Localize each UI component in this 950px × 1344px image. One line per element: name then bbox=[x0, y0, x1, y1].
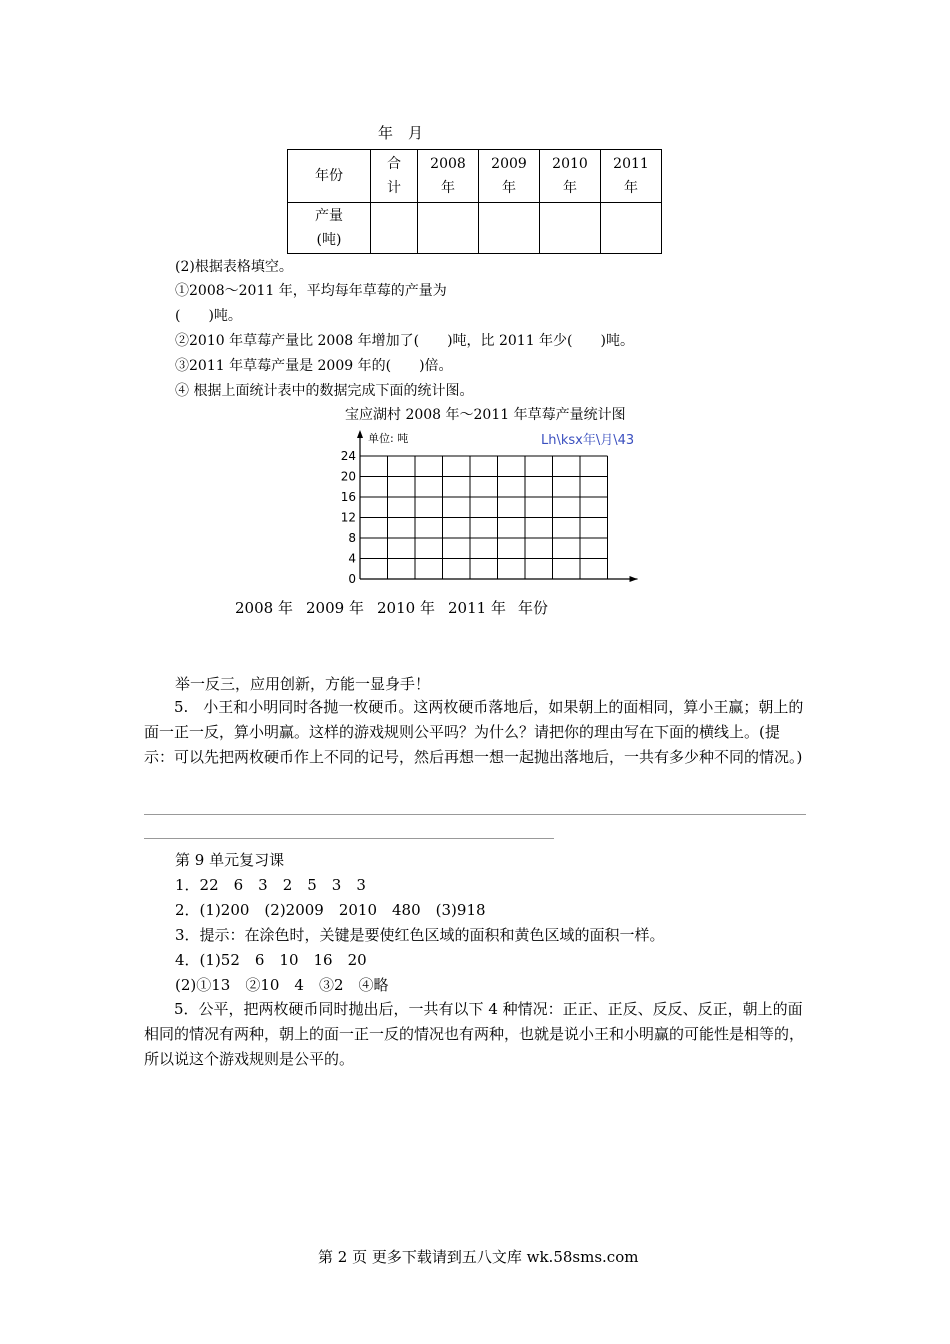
year-suffix: 年 bbox=[563, 180, 577, 196]
chart-watermark: Lh\ksx年\月\43 bbox=[541, 433, 635, 448]
y-tick-label: 0 bbox=[348, 572, 356, 586]
table-blank-cell[interactable] bbox=[371, 203, 418, 254]
y-tick-label: 4 bbox=[348, 551, 356, 566]
total-label-line2: 计 bbox=[387, 180, 401, 196]
x-category-label: 2011 年 bbox=[448, 599, 506, 617]
table-data-row bbox=[288, 203, 662, 254]
answer-1: 1．22 6 3 2 5 3 3 bbox=[175, 876, 366, 894]
y-tick-label: 12 bbox=[340, 510, 356, 525]
question-2-title: (2)根据表格填空。 bbox=[175, 259, 293, 275]
answer-4: 4．(1)52 6 10 16 20 bbox=[175, 951, 367, 969]
question-2-3: ③2011 年草莓产量是 2009 年的( )倍。 bbox=[175, 358, 453, 374]
x-category-label: 2010 年 bbox=[377, 599, 435, 617]
table-year-header bbox=[601, 150, 662, 203]
year-num: 2008 bbox=[430, 156, 466, 172]
answer-4b: (2)①13 ②10 4 ③2 ④略 bbox=[175, 976, 389, 994]
y-tick-label: 16 bbox=[340, 490, 356, 504]
x-axis-label: 年份 bbox=[518, 599, 549, 617]
table-total-header bbox=[371, 150, 418, 203]
row-label-line1: 产量 bbox=[315, 208, 343, 224]
year-suffix: 年 bbox=[502, 180, 516, 196]
answer-line[interactable] bbox=[144, 838, 554, 839]
year-num: 2010 bbox=[552, 156, 588, 172]
row-label-line2: (吨) bbox=[316, 232, 342, 248]
table-blank-cell[interactable] bbox=[540, 203, 601, 254]
year-suffix: 年 bbox=[441, 180, 455, 196]
table-blank-cell[interactable] bbox=[479, 203, 540, 254]
y-tick-label: 20 bbox=[340, 469, 356, 484]
answer-5-text: 5．公平，把两枚硬币同时抛出后，一共有以下 4 种情况：正正、正反、反反、反正，朝上的面相同的情况有两种，朝上的面一正一反的情况也有两种，也就是说小王和小明赢的可能性是相等的，所以说这个游戏规则是公平的。 bbox=[144, 1000, 805, 1068]
table-year-header bbox=[418, 150, 479, 203]
year-num: 2009 bbox=[491, 156, 527, 172]
total-label-line1: 合 bbox=[387, 156, 401, 172]
answer-2: 2．(1)200 (2)2009 2010 480 (3)918 bbox=[175, 901, 486, 919]
table-blank-cell[interactable] bbox=[418, 203, 479, 254]
question-2-1-blank: ( )吨。 bbox=[175, 308, 242, 324]
x-category-label: 2009 年 bbox=[306, 599, 364, 617]
question-2-1: ①2008～2011 年，平均每年草莓的产量为 bbox=[175, 283, 447, 299]
answer-5 bbox=[144, 997, 809, 1072]
question-2-2: ②2010 年草莓产量比 2008 年增加了( )吨，比 2011 年少( )吨。 bbox=[175, 333, 634, 349]
chart-title: 宝应湖村 2008 年～2011 年草莓产量统计图 bbox=[345, 407, 626, 423]
table-year-header bbox=[540, 150, 601, 203]
y-tick-label: 8 bbox=[348, 531, 356, 545]
answer-3: 3．提示：在涂色时，关键是要使红色区域的面积和黄色区域的面积一样。 bbox=[175, 926, 665, 944]
y-tick-label: 24 bbox=[340, 449, 356, 463]
statistics-table bbox=[287, 149, 662, 254]
answer-line[interactable] bbox=[144, 814, 806, 815]
question-2-4: ④ 根据上面统计表中的数据完成下面的统计图。 bbox=[175, 383, 474, 399]
table-blank-cell[interactable] bbox=[601, 203, 662, 254]
year-suffix: 年 bbox=[624, 180, 638, 196]
section-intro: 举一反三，应用创新，方能一显身手！ bbox=[175, 675, 431, 693]
table-year-header bbox=[479, 150, 540, 203]
x-axis-arrow bbox=[630, 576, 638, 582]
page-footer: 第 2 页 更多下载请到五八文库 wk.58sms.com bbox=[318, 1248, 639, 1266]
table-header-label: 年份 bbox=[288, 150, 371, 203]
year-num: 2011 bbox=[613, 156, 649, 172]
question-5 bbox=[144, 695, 809, 770]
x-category-label: 2008 年 bbox=[235, 599, 293, 617]
chart-unit-label: 单位: 吨 bbox=[368, 432, 409, 445]
table-header-row bbox=[288, 150, 662, 203]
table-row-label bbox=[288, 203, 371, 254]
bar-chart bbox=[320, 426, 640, 592]
question-5-text: 5. 小王和小明同时各抛一枚硬币。这两枚硬币落地后，如果朝上的面相同，算小王赢；朝上的面一正一反，算小明赢。这样的游戏规则公平吗？为什么？请把你的理由写在下面的横线上。(提示：可以先把两枚硬币作上不同的记号，然后再想一想一起抛出落地后，一共有多少种不同的情况。) bbox=[144, 698, 804, 766]
answers-title: 第 9 单元复习课 bbox=[175, 851, 285, 869]
table-caption: 年 月 bbox=[378, 124, 424, 142]
y-axis-arrow bbox=[357, 430, 363, 438]
